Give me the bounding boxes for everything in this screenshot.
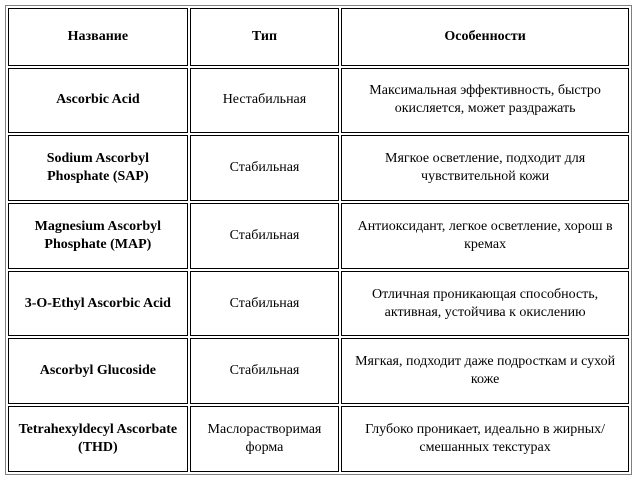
header-name: Название	[8, 8, 188, 66]
cell-features: Глубоко проникает, идеально в жирных/смешанных текстурах	[341, 406, 629, 472]
cell-features: Максимальная эффективность, быстро окисляется, может раздражать	[341, 68, 629, 134]
cell-name: Tetrahexyldecyl Ascorbate (THD)	[8, 406, 188, 472]
cell-type: Стабильная	[190, 135, 339, 201]
cell-type: Нестабильная	[190, 68, 339, 134]
header-type: Тип	[190, 8, 339, 66]
table-row	[8, 135, 629, 201]
cell-type: Маслорастворимая форма	[190, 406, 339, 472]
table-row	[8, 406, 629, 472]
cell-name: Ascorbic Acid	[8, 68, 188, 134]
vitamin-c-forms-table	[5, 5, 632, 475]
cell-features: Антиоксидант, легкое осветление, хорош в кремах	[341, 203, 629, 269]
cell-features: Отличная проникающая способность, активная, устойчива к окислению	[341, 271, 629, 337]
table-row	[8, 203, 629, 269]
cell-name: Ascorbyl Glucoside	[8, 338, 188, 404]
table-row	[8, 338, 629, 404]
cell-features: Мягкое осветление, подходит для чувствительной кожи	[341, 135, 629, 201]
cell-type: Стабильная	[190, 203, 339, 269]
table-container	[5, 5, 632, 475]
cell-name: 3-O-Ethyl Ascorbic Acid	[8, 271, 188, 337]
cell-features: Мягкая, подходит даже подросткам и сухой коже	[341, 338, 629, 404]
cell-name: Sodium Ascorbyl Phosphate (SAP)	[8, 135, 188, 201]
table-row	[8, 68, 629, 134]
cell-name: Magnesium Ascorbyl Phosphate (MAP)	[8, 203, 188, 269]
table-row	[8, 271, 629, 337]
cell-type: Стабильная	[190, 271, 339, 337]
table-header-row	[8, 8, 629, 66]
header-features: Особенности	[341, 8, 629, 66]
cell-type: Стабильная	[190, 338, 339, 404]
